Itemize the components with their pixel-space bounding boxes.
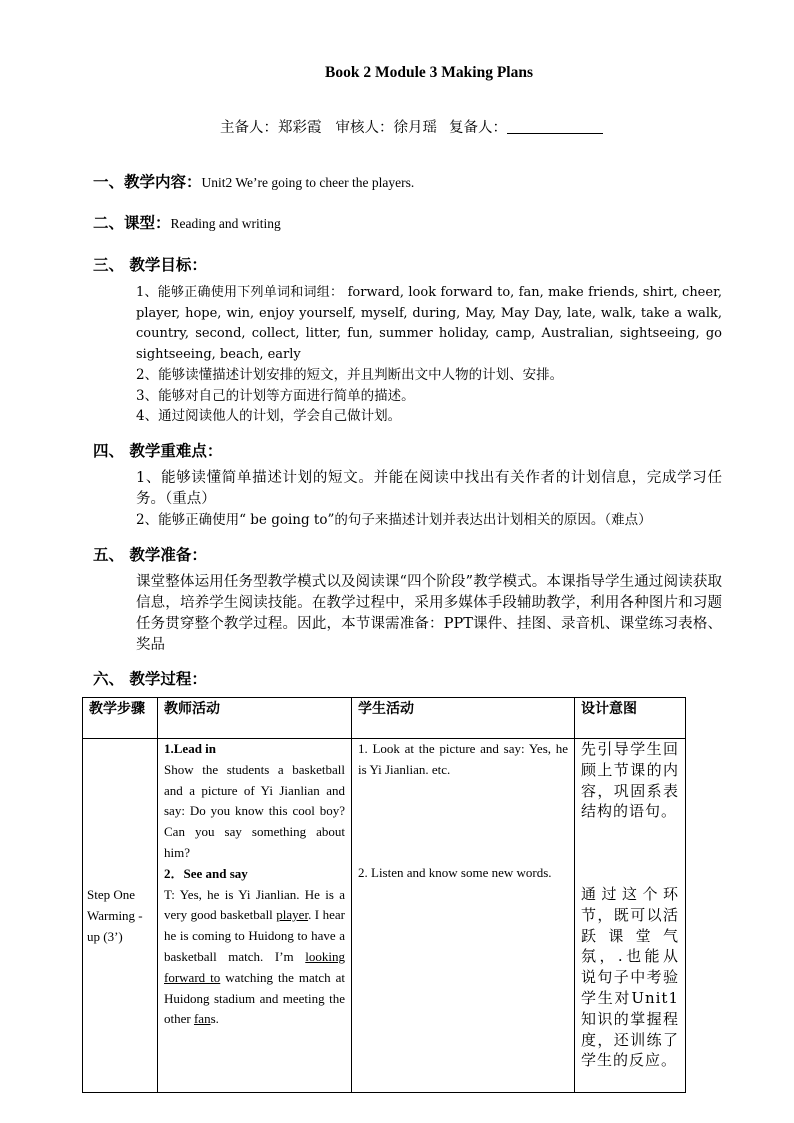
- document-title: Book 2 Module 3 Making Plans: [325, 64, 533, 81]
- backup-blank-line: [507, 119, 603, 134]
- teacher-text-2a: T: Yes, he is Yi Jianlian. He is a very good basketball: [164, 886, 345, 923]
- underlined-word: player: [276, 907, 309, 923]
- teacher-heading-1: 1.Lead in: [164, 741, 217, 756]
- objective-item: 1、能够正确使用下列单词和词组： forward, look forward to, fan, make friends, shirt, cheer, player, hope, win, enjoy yourself, myself, during, May, May Day, late, walk, take a walk, country, second, collect, litter, fun, summer holiday, camp, Australian, sightseeing, go sightseeing, beach, early: [136, 285, 722, 362]
- header-design: 设计意图: [575, 698, 686, 739]
- key-point-item: 1、能够读懂简单描述计划的短文。并能在阅读中找出有关作者的计划信息，完成学习任务。（重点）: [136, 470, 722, 507]
- authors-line: [220, 116, 603, 137]
- header-step: 教学步骤: [83, 698, 158, 739]
- table-row: [83, 739, 686, 1093]
- design-intent-cell: [575, 739, 686, 1093]
- student-activity-2: 2. Listen and know some new words.: [358, 865, 552, 880]
- teacher-text-2c: watching the match at Huidong stadium and meeting the other: [164, 969, 345, 1027]
- key-points-list: [136, 468, 722, 531]
- design-intent-2: 通过这个环节，既可以活跃课堂气氛，.也能从说句子中考验学生对Unit1知识的掌握程度，还训练了学生的反应。: [581, 885, 679, 1070]
- underlined-word: fan: [193, 1011, 211, 1027]
- teacher-activity-cell: [158, 739, 352, 1093]
- teacher-text-2d: s.: [210, 1011, 219, 1027]
- teacher-text-2: [164, 885, 345, 1031]
- objectives-list: [136, 283, 722, 427]
- table-header-row: [83, 698, 686, 739]
- section-type-label: 二、课型：: [93, 213, 171, 232]
- main-preparer: 主备人：郑彩霞: [220, 120, 322, 136]
- reviewer: 审核人：徐月瑶: [335, 120, 437, 136]
- section-preparation-label: 五、 教学准备：: [93, 545, 207, 564]
- teacher-heading-2: 2．See and say: [164, 865, 248, 881]
- key-point-item: 2、能够正确使用“ be going to”的句子来描述计划并表达出计划相关的原因。（难点）: [136, 512, 652, 528]
- design-intent-1: 先引导学生回顾上节课的内容，巩固系表结构的语句。: [581, 740, 679, 821]
- section-type: [93, 211, 281, 233]
- underlined-phrase: looking forward to: [164, 948, 345, 985]
- lesson-process-table: [82, 697, 686, 1093]
- header-student: 学生活动: [352, 698, 575, 739]
- teacher-text-1: Show the students a basketball and a picture of Yi Jianlian and say: Do you know this cool boy? Can you say something about him?: [164, 761, 345, 860]
- section-process-heading: [93, 667, 207, 689]
- preparation-text: [136, 572, 722, 656]
- section-objectives-label: 三、 教学目标：: [93, 255, 207, 274]
- section-type-text: Reading and writing: [170, 216, 281, 231]
- backup-preparer: 复备人：: [449, 120, 507, 136]
- student-activity-1: 1. Look at the picture and say: Yes, he is Yi Jianlian. etc.: [358, 741, 568, 777]
- section-content: [93, 170, 414, 192]
- objective-item: 2、能够读懂描述计划安排的短文，并且判断出文中人物的计划、安排。: [136, 367, 564, 383]
- objective-item: 4、通过阅读他人的计划，学会自己做计划。: [136, 408, 402, 424]
- section-process-label: 六、 教学过程：: [93, 669, 207, 688]
- section-preparation-heading: [93, 543, 207, 565]
- section-content-label: 一、教学内容：: [93, 172, 202, 191]
- section-key-points-heading: [93, 439, 222, 461]
- preparation-paragraph: 课堂整体运用任务型教学模式以及阅读课“四个阶段”教学模式。本课指导学生通过阅读获取信息，培养学生阅读技能。在教学过程中，采用多媒体手段辅助教学，利用各种图片和习题任务贯穿整个教学过程。因此，本节课需准备：PPT课件、挂图、录音机、课堂练习表格、奖品: [136, 574, 722, 653]
- teacher-text-2b: . I hear he is coming to Huidong to have a basketball match. I’m: [164, 907, 345, 964]
- section-key-points-label: 四、 教学重难点：: [93, 441, 223, 460]
- section-content-text: Unit2 We’re going to cheer the players.: [201, 175, 415, 190]
- section-objectives-heading: [93, 253, 207, 275]
- student-activity-cell: [352, 739, 575, 1093]
- step-cell: Step One Warming -up (3’): [83, 739, 158, 1093]
- objective-item: 3、能够对自己的计划等方面进行简单的描述。: [136, 387, 415, 404]
- header-teacher: 教师活动: [158, 698, 352, 739]
